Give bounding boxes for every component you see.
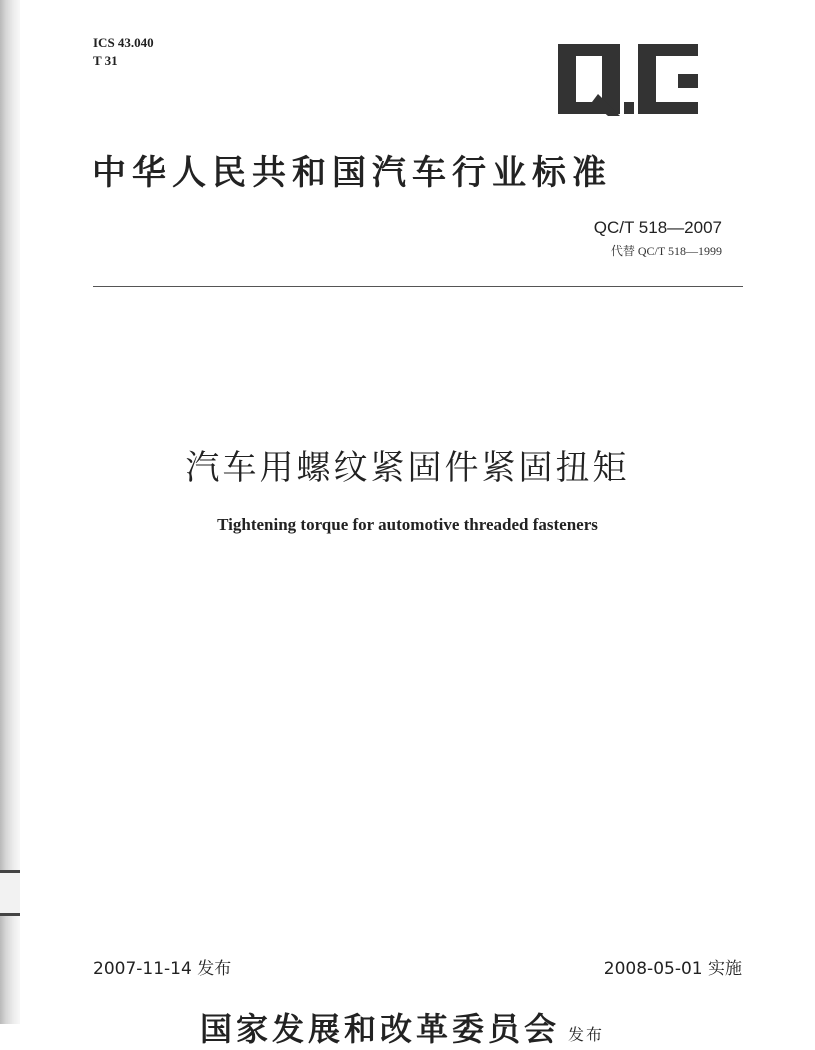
header-divider [93, 286, 743, 287]
publisher-name: 国家发展和改革委员会 [200, 1010, 561, 1048]
scan-notch [0, 870, 20, 916]
classification-block [93, 34, 154, 70]
standard-code-block [594, 218, 722, 259]
ics-code: ICS 43.040 [93, 35, 154, 50]
qc-logo [558, 44, 698, 116]
publisher-suffix: 发布 [568, 1025, 605, 1044]
replaces-note: 代替 QC/T 518—1999 [610, 244, 722, 258]
english-title: Tightening torque for automotive threaded fasteners [217, 515, 598, 534]
class-code: T 31 [93, 53, 118, 68]
chinese-title: 汽车用螺纹紧固件紧固扭矩 [185, 448, 630, 488]
issue-date: 2007-11-14 发布 [93, 959, 232, 979]
publisher [200, 1004, 604, 1050]
implementation-date: 2008-05-01 实施 [603, 959, 742, 979]
standard-type-title: 中华人民共和国汽车行业标准 [92, 153, 612, 193]
scan-edge [0, 0, 20, 1024]
standard-code: QC/T 518—2007 [593, 218, 722, 237]
